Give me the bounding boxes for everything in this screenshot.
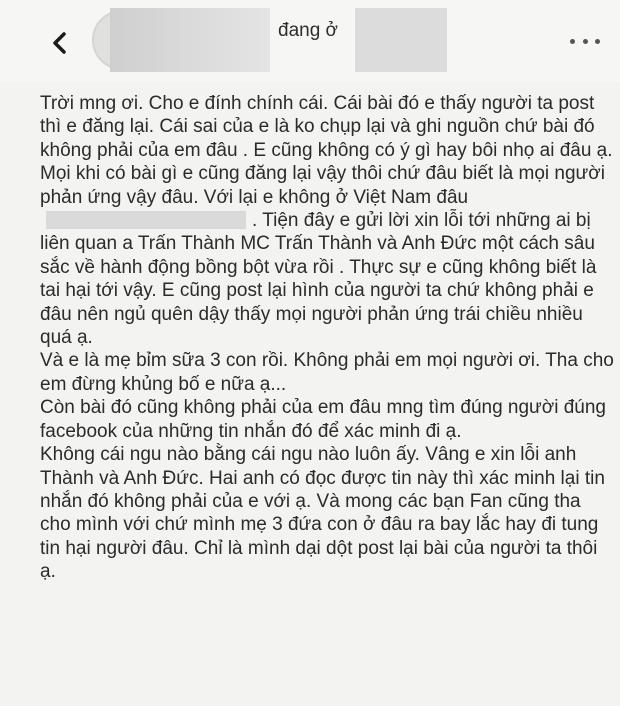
post-header: [0, 0, 620, 82]
more-horizontal-icon[interactable]: [570, 34, 600, 48]
more-dot: [595, 39, 600, 44]
back-arrow-icon[interactable]: [44, 28, 74, 58]
post-paragraph-3: Còn bài đó cũng không phải của em đâu mng tìm đúng người đúng facebook của những tin nhắn đó để xác minh đi ạ.: [40, 397, 607, 442]
more-dot: [570, 39, 575, 44]
post-text: Trời mng ơi. Cho e đính chính cái. Cái bài đó e thấy người ta post thì e đăng lại. Cái sai của e là ko chụp lại và ghi nguồn chứ bài đó không phải của em đâu . E cũng không có ý gì hay bôi nhọ ai đâu ạ. Mọi khi có bài gì e cũng đăng lại vậy thôi chứ đâu biết là mọi người phản ứng vậy đâu. Với lại e không ở Việt Nam đâu: [40, 93, 613, 208]
post-paragraph-4: Không cái ngu nào bằng cái ngu nào luôn ấy. Vâng e xin lỗi anh Thành và Anh Đức. Hai anh có đọc được tin này thì xác minh lại tin nhắn đó không phải của e với ạ. Và mong các bạn Fan cũng tha cho mình với chứ mình mẹ 3 đứa con ở đâu ra bay lắc hay đi tung tin hại người đâu. Chỉ là mình dại dột post lại bài của người ta thôi ạ.: [40, 444, 605, 583]
redacted-text: [46, 211, 246, 229]
location-status-text: đang ở: [278, 20, 339, 41]
location-redacted: [355, 8, 447, 72]
post-paragraph-2: Và e là mẹ bỉm sữa 3 con rồi. Không phải em mọi người ơi. Tha cho em đừng khủng bố e nữa ạ...: [40, 350, 614, 395]
post-paragraph-1: [40, 92, 615, 349]
more-dot: [583, 39, 588, 44]
post-body: [40, 92, 615, 584]
author-name-redacted: [110, 8, 270, 72]
post-text: . Tiện đây e gửi lời xin lỗi tới những ai bị liên quan a Trấn Thành MC Trấn Thành và Anh Đức một cách sâu sắc về hành động bồng bột vừa rồi . Thực sự e cũng không biết là tai hại tới vậy. E cũng post lại hình của người ta chứ không phải e đâu nên ngủ quên dậy thấy mọi người phản ứng trái chiều nhiều quá ạ.: [40, 210, 597, 349]
